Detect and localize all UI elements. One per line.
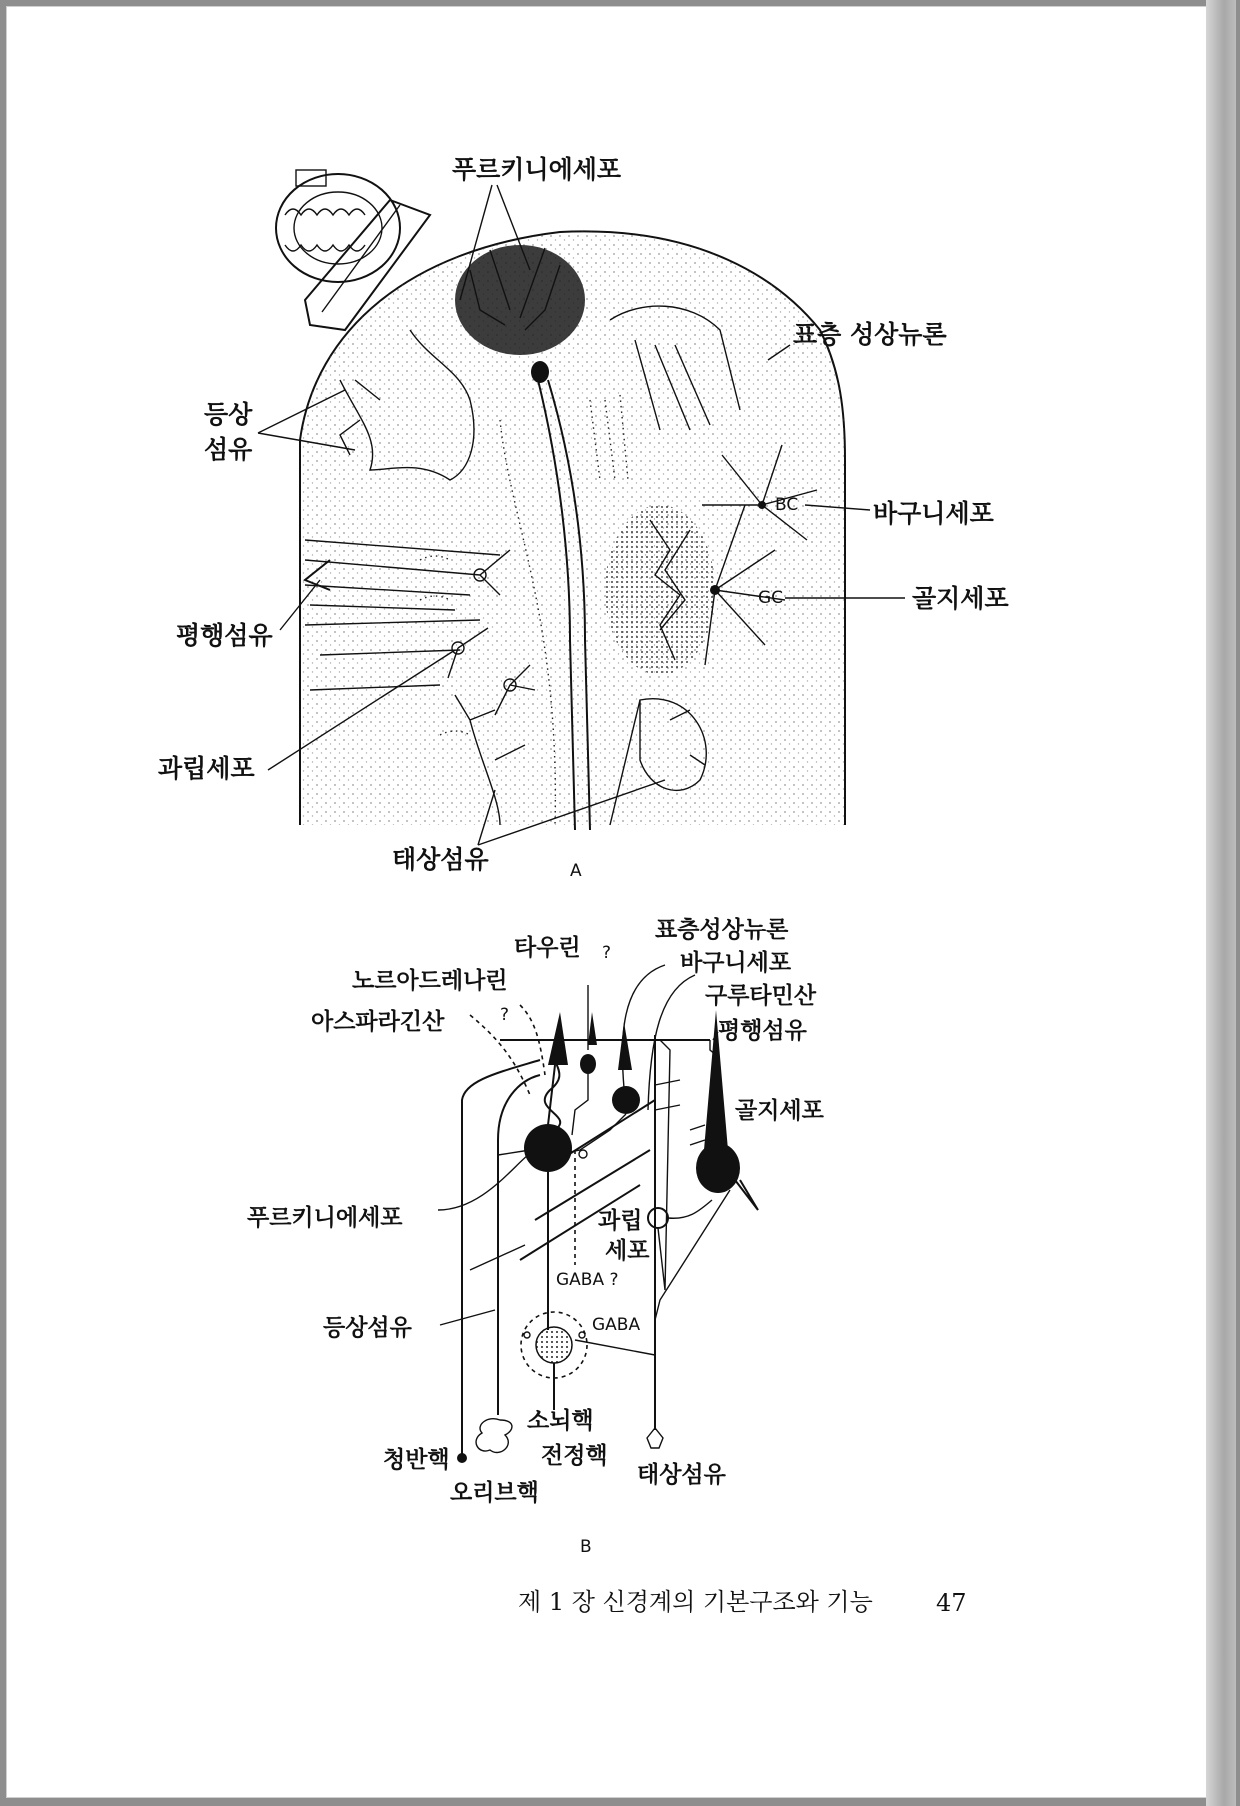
cerebellar-nucleus-cell (536, 1327, 572, 1363)
label-a-golgi: 골지세포 (912, 584, 1009, 613)
mossy-fiber-terminal (647, 1428, 663, 1448)
label-b-granule-2: 세포 (605, 1238, 650, 1264)
chapter-footer: 제 1 장 신경계의 기본구조와 기능 (518, 1588, 873, 1616)
label-b-purkinje: 푸르키니에세포 (247, 1205, 403, 1231)
label-b-basket: 바구니세포 (680, 950, 792, 976)
label-b-q2: ? (500, 1005, 510, 1025)
basket-cell-soma (612, 1086, 640, 1114)
golgi-cell-soma (696, 1143, 740, 1193)
label-b-granule-1: 과립 (598, 1208, 643, 1234)
purkinje-cell-soma (524, 1124, 572, 1172)
label-b-vestibular: 전정핵 (541, 1443, 608, 1469)
label-b-climbing: 등상섬유 (323, 1315, 412, 1341)
label-b-q1: ? (602, 943, 612, 963)
label-b-gaba-q: GABA ? (556, 1270, 619, 1290)
inferior-olive-drawing (476, 1419, 512, 1453)
figure-b-labels (247, 916, 825, 1557)
panel-label-a: A (570, 861, 582, 881)
label-b-gaba: GABA (592, 1315, 641, 1335)
label-a-climbing-2: 섬유 (204, 435, 253, 464)
label-a-parallel: 평행섬유 (176, 621, 273, 650)
label-b-glutamate: 구루타민산 (705, 983, 817, 1009)
stellate-cell-soma (580, 1054, 596, 1074)
label-b-parallel: 평행섬유 (718, 1018, 807, 1044)
label-b-locus: 청반핵 (383, 1447, 450, 1473)
panel-label-b: B (580, 1537, 592, 1557)
label-b-noradrenaline: 노르아드레나린 (352, 968, 508, 994)
label-a-mossy: 태상섬유 (392, 845, 489, 874)
label-b-cerebellar-nucleus: 소뇌핵 (527, 1408, 594, 1434)
label-b-golgi: 골지세포 (735, 1098, 824, 1124)
label-a-stellate: 표층 성상뉴론 (793, 320, 947, 349)
label-a-purkinje: 푸르키니에세포 (452, 155, 622, 184)
label-a-bc: BC (775, 495, 799, 515)
label-b-olive: 오리브핵 (450, 1480, 539, 1506)
label-a-gc: GC (758, 588, 784, 608)
label-b-mossy: 태상섬유 (637, 1462, 726, 1488)
figure-a-drawing (276, 170, 845, 830)
label-a-climbing-1: 등상 (204, 400, 253, 429)
page-number: 47 (936, 1589, 967, 1617)
label-a-basket: 바구니세포 (873, 499, 994, 528)
granule-cell-soma (648, 1208, 668, 1228)
label-a-granule: 과립세포 (158, 754, 255, 783)
label-b-taurine: 타우린 (514, 935, 581, 961)
label-b-aspartate: 아스파라긴산 (311, 1009, 445, 1035)
label-b-stellate: 표층성상뉴론 (655, 917, 789, 943)
